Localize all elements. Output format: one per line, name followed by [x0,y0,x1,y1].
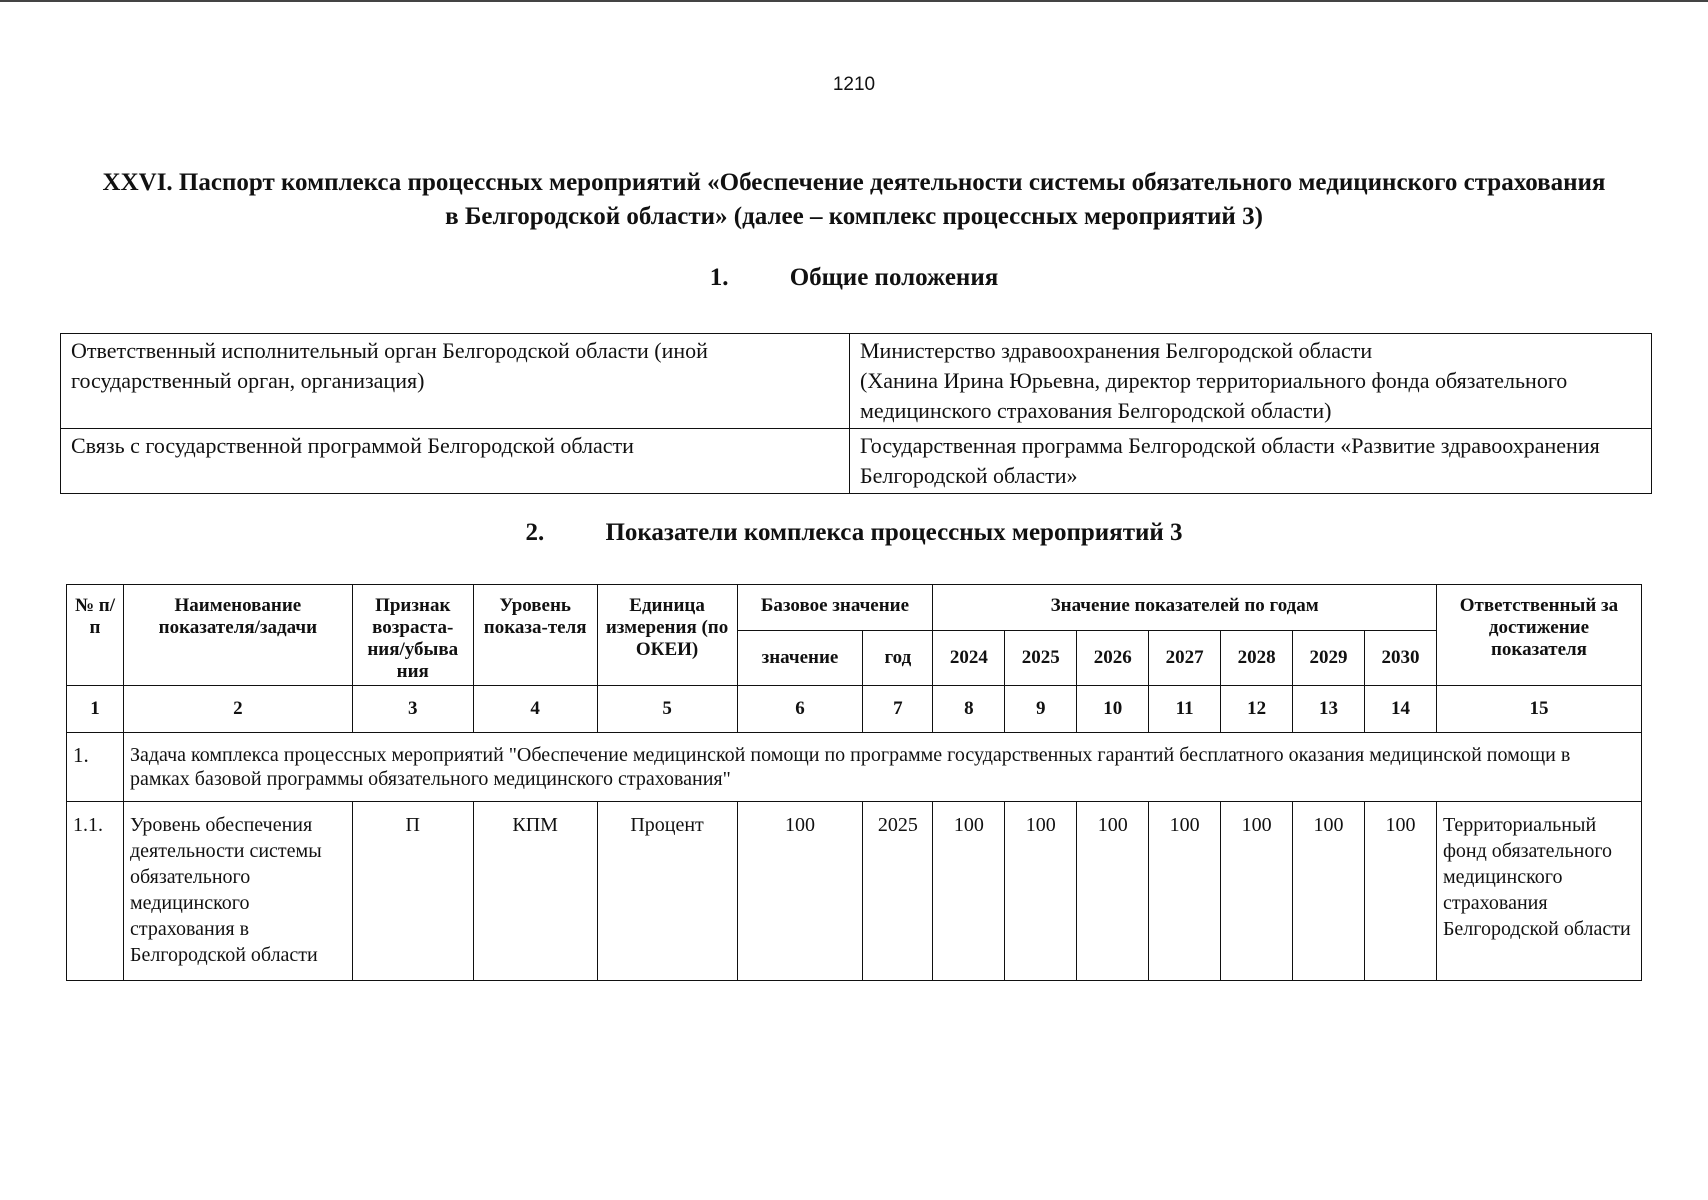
header-row-1 [67,585,1642,631]
indicator-value-2027: 100 [1149,802,1221,981]
header-trend: Признак возраста-ния/убыва ния [352,585,473,686]
column-number: 13 [1293,686,1365,733]
indicator-value-2029: 100 [1293,802,1365,981]
indicator-base-value: 100 [737,802,863,981]
column-number: 1 [67,686,124,733]
header-year-2030: 2030 [1365,631,1437,686]
general-label-program-link: Связь с государственной программой Белгородской области [61,429,850,494]
indicator-level: КПМ [473,802,597,981]
header-base: Базовое значение [737,585,933,631]
general-row-program-link [61,429,1652,494]
column-number: 15 [1436,686,1641,733]
column-number: 6 [737,686,863,733]
indicator-value-2030: 100 [1365,802,1437,981]
column-number: 7 [863,686,933,733]
section-1-number: 1. [709,264,729,291]
column-number: 9 [1005,686,1077,733]
task-text: Задача комплекса процессных мероприятий "Обеспечение медицинской помощи по программе государственных гарантий бесплатного оказания медицинской помощи в рамках базовой программы обязательного медицинского страхования" [123,733,1641,802]
document-title: XXVI. Паспорт комплекса процессных мероприятий «Обеспечение деятельности системы обязательного медицинского страхования в Белгородской области» (далее – комплекс процессных мероприятий 3) [102,169,1606,230]
column-number: 14 [1365,686,1437,733]
header-year-2024: 2024 [933,631,1005,686]
general-value-responsible [850,334,1652,429]
section-1-title: Общие положения [789,264,999,291]
indicator-row [67,802,1642,981]
general-provisions-table [60,333,1652,494]
general-value-program-link [850,429,1652,494]
header-year-2027: 2027 [1149,631,1221,686]
header-num: № п/п [67,585,124,686]
column-number: 5 [597,686,737,733]
column-number: 11 [1149,686,1221,733]
responsible-ministry: Министерство здравоохранения Белгородской области [860,338,1373,363]
task-number: 1. [67,733,124,802]
section-2-heading [0,519,1708,547]
task-row [67,733,1642,802]
indicator-base-year: 2025 [863,802,933,981]
general-label-responsible: Ответственный исполнительный орган Белгородской области (иной государственный орган, организация) [61,334,850,429]
column-number: 8 [933,686,1005,733]
header-unit: Единица измерения (по ОКЕИ) [597,585,737,686]
page-number: 1210 [832,74,876,95]
column-number: 12 [1221,686,1293,733]
indicators-table [66,584,1642,981]
column-number: 2 [123,686,352,733]
header-year-2025: 2025 [1005,631,1077,686]
responsible-person: (Ханина Ирина Юрьевна, директор территориального фонда обязательного медицинского страхования Белгородской области) [860,368,1568,423]
header-name: Наименование показателя/задачи [123,585,352,686]
indicator-value-2026: 100 [1077,802,1149,981]
indicator-name: Уровень обеспечения деятельности системы обязательного медицинского страхования в Белгородской области [123,802,352,981]
header-year-2029: 2029 [1293,631,1365,686]
section-2-number: 2. [525,519,545,546]
column-number-row [67,686,1642,733]
header-year-2028: 2028 [1221,631,1293,686]
header-level: Уровень показа-теля [473,585,597,686]
section-2-title: Показатели комплекса процессных мероприятий 3 [605,519,1183,546]
header-base-value: значение [737,631,863,686]
indicator-unit: Процент [597,802,737,981]
header-years-group: Значение показателей по годам [933,585,1437,631]
indicator-number: 1.1. [67,802,124,981]
column-number: 10 [1077,686,1149,733]
indicator-value-2024: 100 [933,802,1005,981]
column-number: 3 [352,686,473,733]
header-base-year: год [863,631,933,686]
header-year-2026: 2026 [1077,631,1149,686]
indicator-value-2025: 100 [1005,802,1077,981]
indicator-value-2028: 100 [1221,802,1293,981]
top-border-line [0,0,1708,2]
column-number: 4 [473,686,597,733]
header-responsible: Ответственный за достижение показателя [1436,585,1641,686]
section-1-heading [0,264,1708,292]
state-program-name: Государственная программа Белгородской области «Развитие здравоохранения Белгородской области» [860,433,1600,488]
indicator-trend: П [352,802,473,981]
indicator-responsible: Территориальный фонд обязательного медицинского страхования Белгородской области [1436,802,1641,981]
general-row-responsible [61,334,1652,429]
